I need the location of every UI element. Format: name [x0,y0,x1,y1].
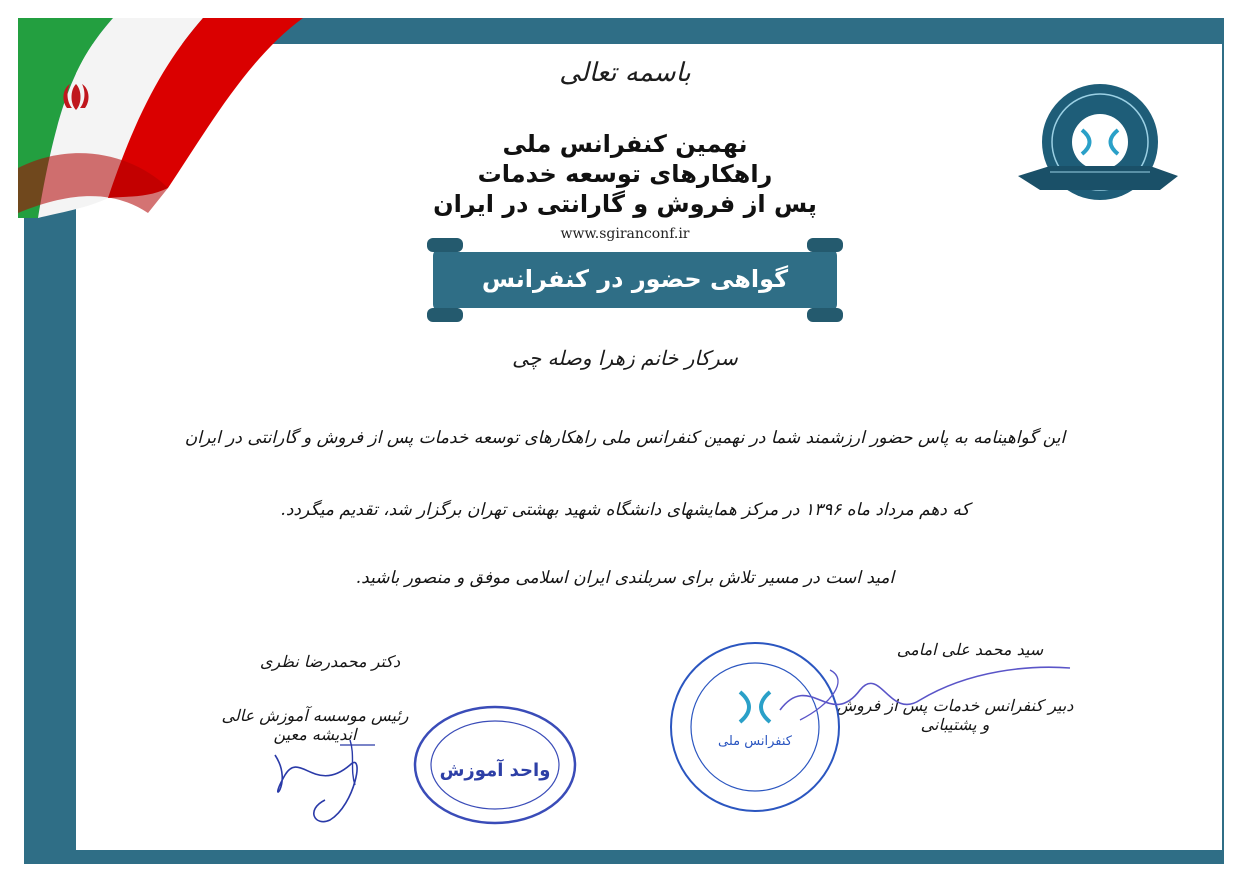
certificate-title: گواهی حضور در کنفرانس [481,265,789,293]
bismillah-heading: باسمه تعالی [559,58,691,88]
body-text-line3: امید است در مسیر تلاش برای سربلندی ایران اسلامی موفق و منصور باشید. [355,568,895,588]
left-signatory-name: دکتر محمدرضا نظری [259,652,401,671]
certificate-title-banner [425,230,845,330]
conference-title-line3: پس از فروش و گارانتی در ایران [433,190,817,218]
body-text-line1: این گواهینامه به پاس حضور ارزشمند شما در نهمین کنفرانس ملی راهکارهای توسعه خدمات پس از فروش و گارانتی در ایران [184,428,1066,448]
left-stamp-label: واحد آموزش [439,760,551,781]
conference-title-line1: نهمین کنفرانس ملی [502,130,748,158]
body-text-line2: که دهم مرداد ماه ۱۳۹۶ در مرکز همایشهای دانشگاه شهید بهشتی تهران برگزار شد، تقدیم میگردد. [280,500,970,520]
conference-title-line2: راهکارهای توسعه خدمات [477,160,773,188]
conference-website-link[interactable]: www.sgiranconf.ir [560,226,690,242]
right-signatory-title: دبیر کنفرانس خدمات پس از فروش و پشتیبانی [836,696,1074,734]
right-stamp-label: کنفرانس ملی [718,734,792,749]
recipient-name: سرکار خانم زهرا وصله چی [512,346,738,370]
left-signature-scribble [255,715,405,830]
left-signatory-title: رئیس موسسه آموزش عالی اندیشه معین [221,706,409,744]
right-signature-scribble [770,650,1080,730]
right-signatory-name: سید محمد علی امامی [896,640,1044,659]
